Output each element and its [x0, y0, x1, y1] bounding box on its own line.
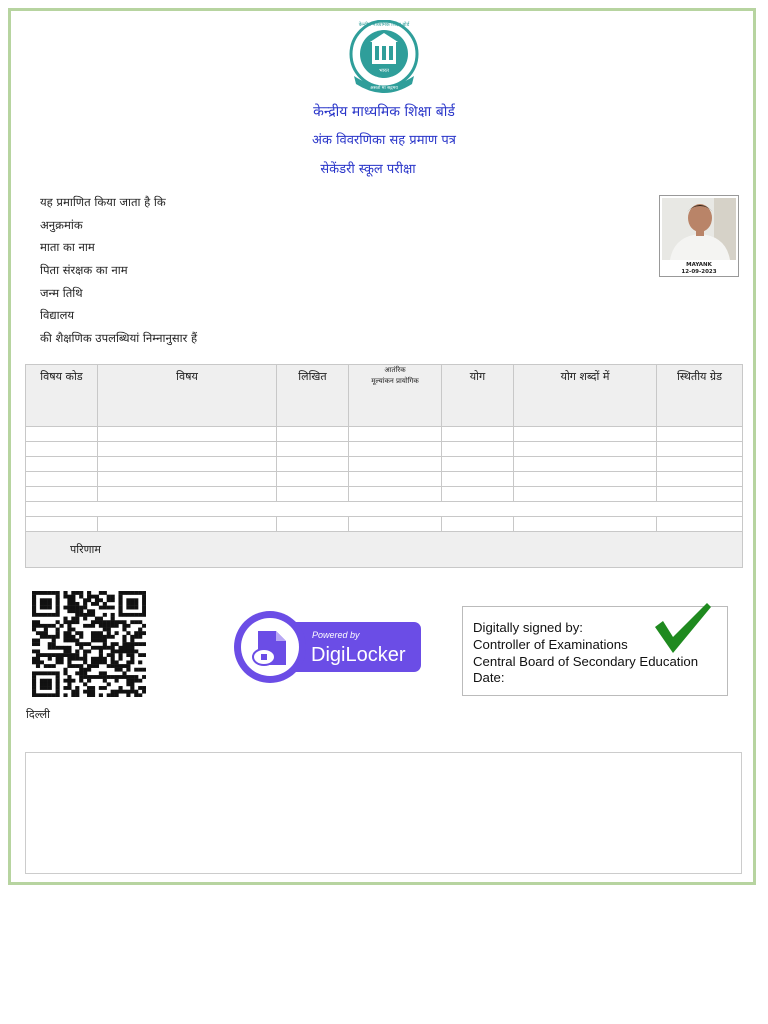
checkmark-icon [653, 601, 713, 657]
table-header-row [26, 365, 743, 427]
emblem-top-text: केन्द्रीय माध्यमिक शिक्षा बोर्ड [358, 22, 410, 28]
digilocker-brand: DigiLocker [311, 644, 406, 666]
father-name-label: पिता संरक्षक का नाम [40, 263, 128, 278]
school-label: विद्यालय [40, 308, 75, 323]
roll-no-label: अनुक्रमांक [40, 217, 83, 232]
digital-signature-box [462, 606, 728, 696]
header-subject-code: विषय कोड [26, 365, 98, 427]
header-written: लिखित [277, 365, 349, 427]
header-internal-line2: मूल्यांकन प्रायोगिक [371, 377, 419, 385]
certify-lines [40, 195, 197, 354]
digilocker-badge [234, 609, 422, 685]
board-name: केन्द्रीय माध्यमिक शिक्षा बोर्ड [313, 104, 455, 120]
header-positional-grade: स्थितीय ग्रेड [657, 365, 743, 427]
dob-label: जन्म तिथि [40, 285, 83, 300]
mother-name-label: माता का नाम [40, 240, 95, 255]
digilocker-powered-by: Powered by [312, 630, 360, 640]
remarks-box [25, 752, 742, 874]
cbse-emblem-icon [346, 20, 422, 100]
signature-line3: Central Board of Secondary Education [473, 654, 699, 669]
header-subject: विषय [98, 365, 277, 427]
table-row [26, 472, 743, 487]
student-portrait-icon [662, 198, 736, 260]
result-row [26, 532, 743, 568]
signature-line1: Digitally signed by: [473, 620, 583, 635]
table-row [26, 427, 743, 442]
marks-table [25, 364, 742, 568]
signature-line2: Controller of Examinations [473, 637, 628, 652]
table-row [26, 457, 743, 472]
signature-line4: Date: [473, 670, 505, 685]
achievement-line: की शैक्षणिक उपलब्धियां निम्नानुसार हैं [40, 331, 198, 346]
student-photo [659, 195, 739, 277]
header-internal-assessment [349, 365, 442, 427]
header-total: योग [442, 365, 514, 427]
table-row [26, 487, 743, 502]
result-label: परिणाम [70, 543, 101, 556]
document-title: अंक विवरणिका सह प्रमाण पत्र [312, 133, 456, 148]
city-label: दिल्ली [26, 708, 50, 721]
photo-date-caption: 12-09-2023 [681, 269, 717, 275]
table-row [26, 517, 743, 532]
qr-code-icon [32, 591, 146, 697]
emblem-motto: असतो मा सद्गमय [370, 86, 398, 91]
table-row [26, 442, 743, 457]
exam-name: सेकेंडरी स्कूल परीक्षा [320, 162, 416, 177]
header-internal-line1: आतंरिक [384, 366, 406, 374]
emblem-country: भारत [379, 68, 389, 74]
photo-name-caption: MAYANK [686, 262, 712, 268]
header-total-words: योग शब्दों में [514, 365, 657, 427]
table-row [26, 502, 743, 517]
certify-intro: यह प्रमाणित किया जाता है कि [40, 195, 166, 209]
